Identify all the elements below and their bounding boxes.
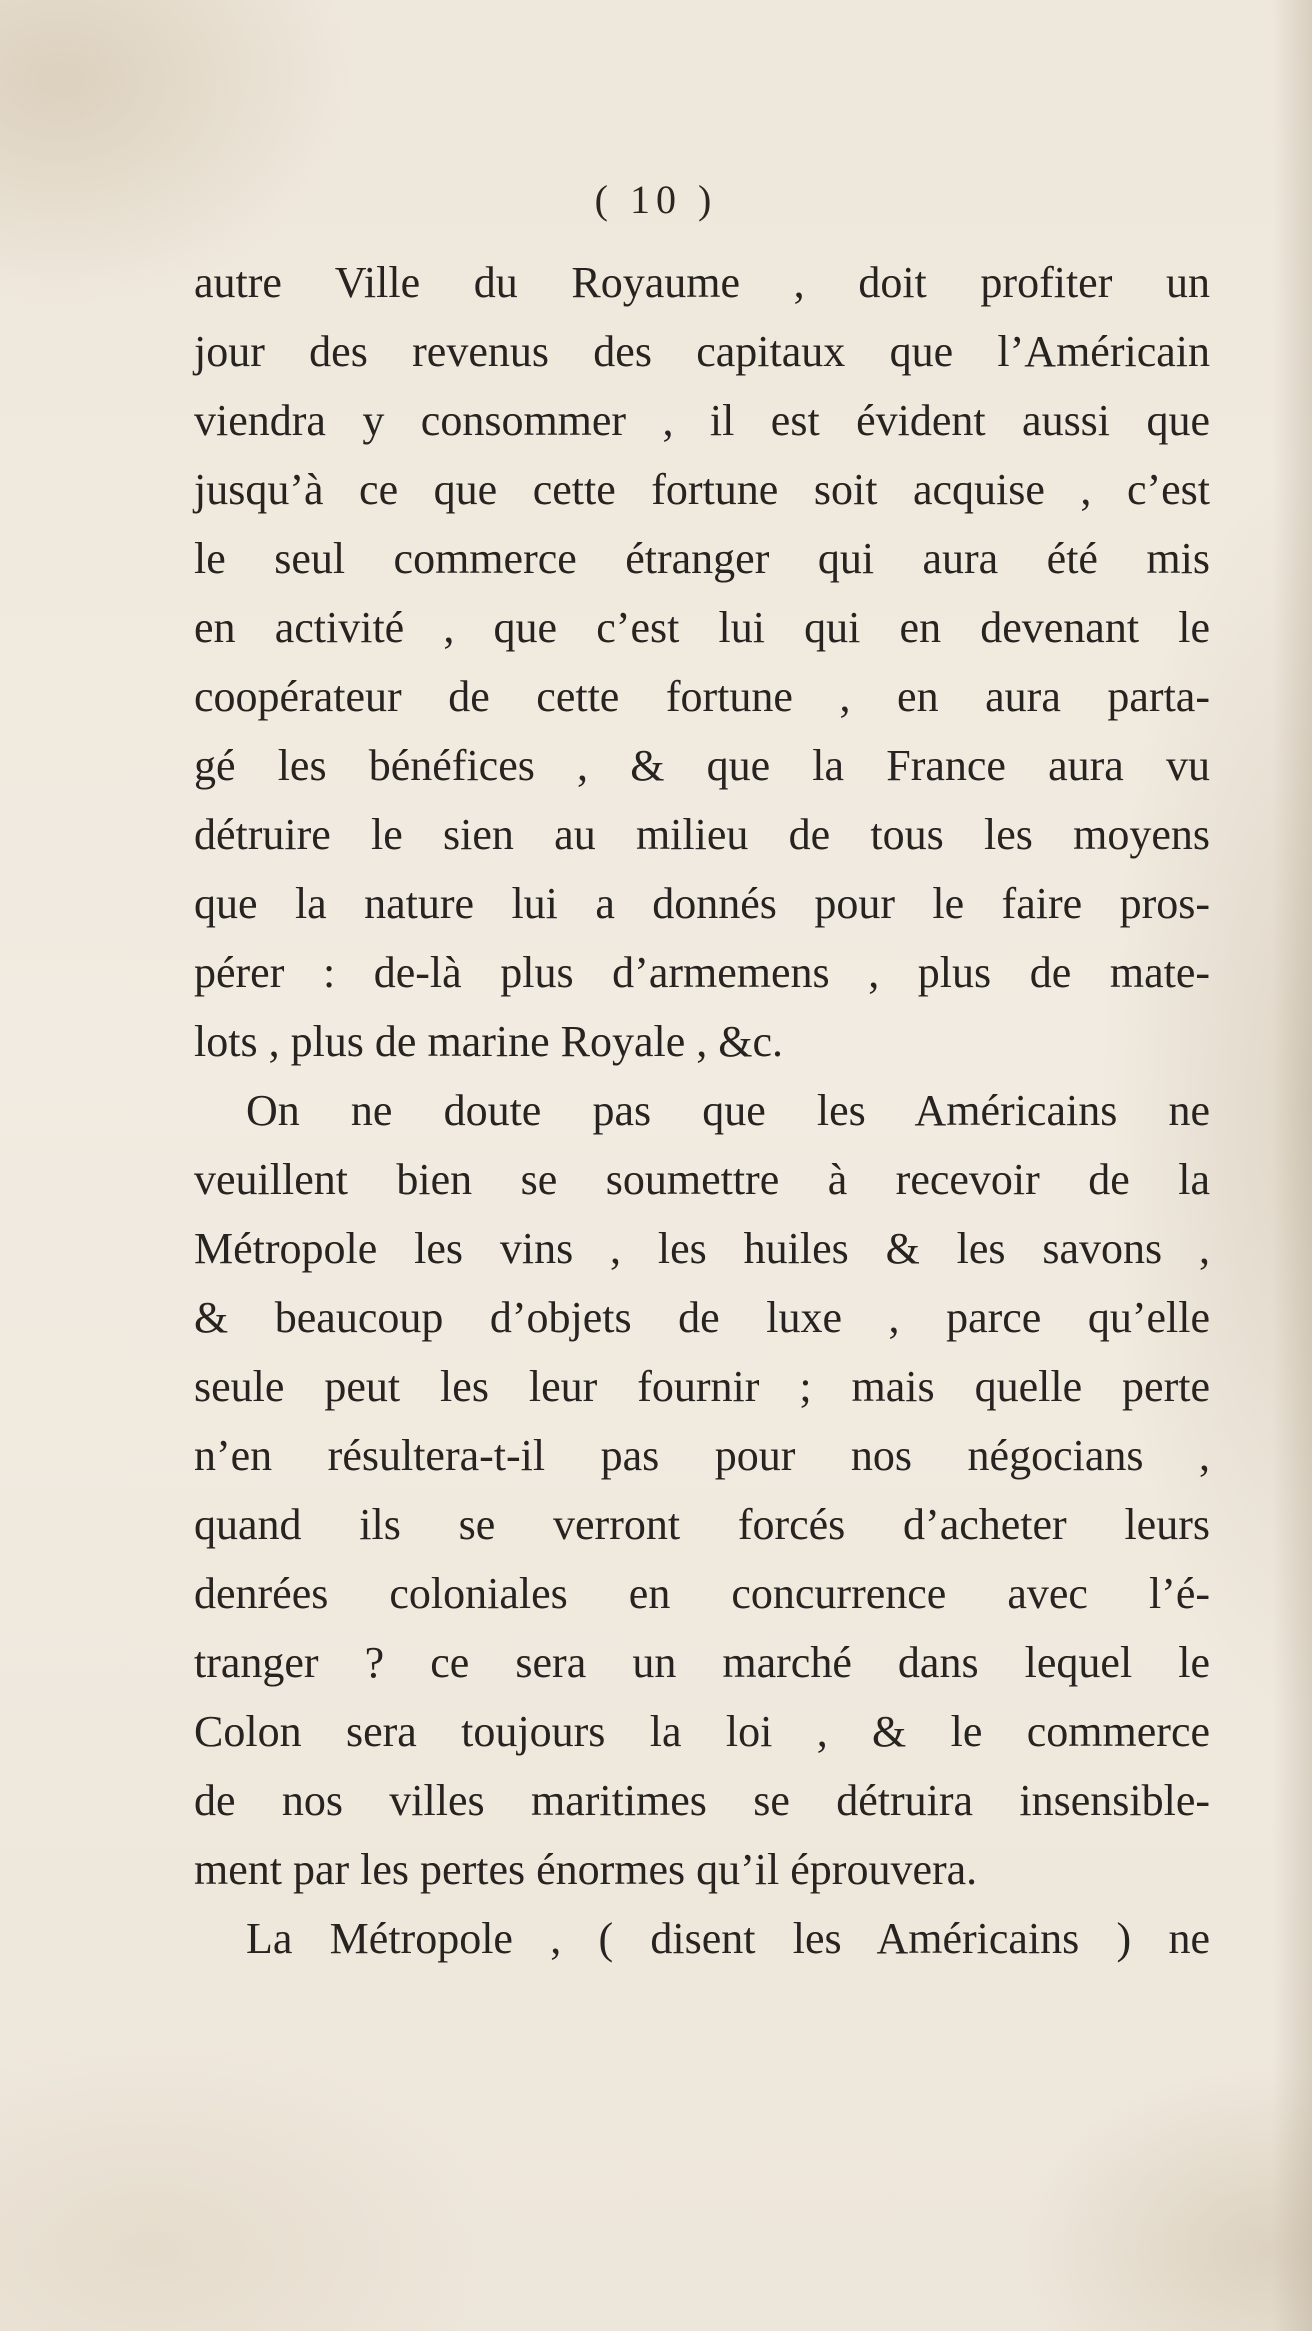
text-line: n’en résultera-t-il pas pour nos négocians ,: [194, 1431, 1210, 1480]
text-line: Colon sera toujours la loi , & le commerce: [194, 1707, 1210, 1756]
text-line: denrées coloniales en concurrence avec l’é-: [194, 1569, 1210, 1618]
text-line: gé les bénéfices , & que la France aura vu: [194, 741, 1210, 790]
page-number: ( 10 ): [594, 177, 718, 222]
page-edge-shadow: [1272, 0, 1312, 2331]
paragraph-start-line: On ne doute pas que les Américains ne: [246, 1086, 1210, 1135]
text-line: veuillent bien se soumettre à recevoir de la: [194, 1155, 1210, 1204]
text-line: jusqu’à ce que cette fortune soit acquise , c’est: [194, 465, 1210, 514]
text-line: & beaucoup d’objets de luxe , parce qu’elle: [194, 1293, 1210, 1342]
text-line: de nos villes maritimes se détruira insensible-: [194, 1776, 1210, 1825]
body-text: [194, 248, 1210, 1973]
text-line: jour des revenus des capitaux que l’Américain: [194, 327, 1210, 376]
text-line: pérer : de-là plus d’armemens , plus de mate-: [194, 948, 1210, 997]
text-line: coopérateur de cette fortune , en aura parta-: [194, 672, 1210, 721]
paragraph-end-line: lots , plus de marine Royale , &c.: [194, 1017, 783, 1066]
text-line: viendra y consommer , il est évident aussi que: [194, 396, 1210, 445]
paragraph-start-line: La Métropole , ( disent les Américains ) ne: [246, 1914, 1210, 1963]
text-line: que la nature lui a donnés pour le faire pros-: [194, 879, 1210, 928]
text-line: tranger ? ce sera un marché dans lequel le: [194, 1638, 1210, 1687]
text-line: autre Ville du Royaume , doit profiter un: [194, 258, 1210, 307]
paragraph-end-line: ment par les pertes énormes qu’il éprouvera.: [194, 1845, 978, 1894]
text-line: seule peut les leur fournir ; mais quelle perte: [194, 1362, 1210, 1411]
text-line: quand ils se verront forcés d’acheter leurs: [194, 1500, 1210, 1549]
text-line: le seul commerce étranger qui aura été mis: [194, 534, 1210, 583]
text-line: en activité , que c’est lui qui en devenant le: [194, 603, 1210, 652]
text-line: Métropole les vins , les huiles & les savons ,: [194, 1224, 1210, 1273]
text-line: détruire le sien au milieu de tous les moyens: [194, 810, 1210, 859]
